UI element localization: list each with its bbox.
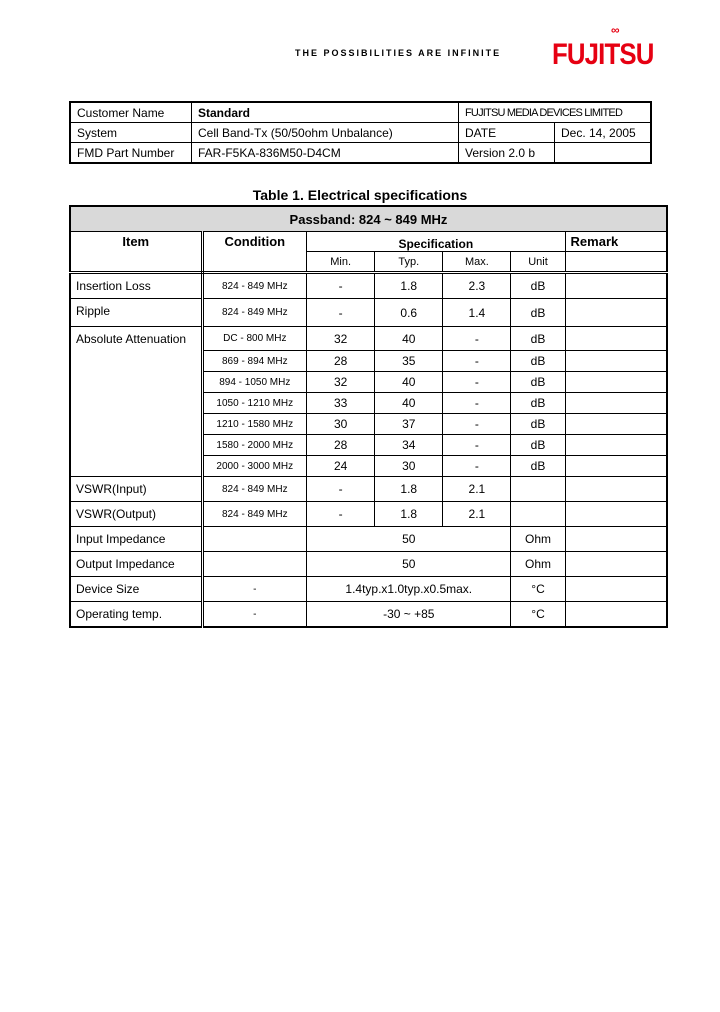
passband-header: Passband: 824 ~ 849 MHz xyxy=(70,206,667,232)
company-name: FUJITSU MEDIA DEVICES LIMITED xyxy=(459,102,652,123)
cell-unit: dB xyxy=(511,351,565,372)
cell-unit: dB xyxy=(511,299,565,327)
table-row xyxy=(70,552,667,577)
empty-cell xyxy=(555,143,652,164)
cell-typ: 34 xyxy=(375,435,443,456)
cell-typ: 35 xyxy=(375,351,443,372)
cell-condition: 894 - 1050 MHz xyxy=(202,372,307,393)
cell-item: Device Size xyxy=(70,577,202,602)
tagline: THE POSSIBILITIES ARE INFINITE xyxy=(295,48,502,58)
cell-value: 1.4typ.x1.0typ.x0.5max. xyxy=(307,577,511,602)
system-label: System xyxy=(70,123,192,143)
cell-unit: Ohm xyxy=(511,527,565,552)
cell-remark xyxy=(565,435,667,456)
cell-remark xyxy=(565,351,667,372)
cell-typ: 1.8 xyxy=(375,273,443,299)
cell-condition: 869 - 894 MHz xyxy=(202,351,307,372)
spec-table xyxy=(69,205,668,628)
cell-min: 28 xyxy=(307,435,375,456)
table-row xyxy=(70,327,667,351)
cell-max: - xyxy=(443,327,511,351)
info-table xyxy=(69,101,652,164)
cell-max: 2.3 xyxy=(443,273,511,299)
cell-item: Insertion Loss xyxy=(70,273,202,299)
cell-value: 50 xyxy=(307,552,511,577)
cell-typ: 30 xyxy=(375,456,443,477)
cell-item: Operating temp. xyxy=(70,602,202,628)
table-row xyxy=(70,273,667,299)
table-row xyxy=(70,527,667,552)
cell-typ: 1.8 xyxy=(375,477,443,502)
cell-typ: 40 xyxy=(375,327,443,351)
cell-remark xyxy=(565,299,667,327)
cell-max: 1.4 xyxy=(443,299,511,327)
cell-typ: 0.6 xyxy=(375,299,443,327)
cell-min: 32 xyxy=(307,327,375,351)
cell-condition: 824 - 849 MHz xyxy=(202,502,307,527)
cell-item: Ripple xyxy=(70,299,202,327)
cell-unit xyxy=(511,477,565,502)
cell-unit xyxy=(511,502,565,527)
cell-condition: 1210 - 1580 MHz xyxy=(202,414,307,435)
cell-value: -30 ~ +85 xyxy=(307,602,511,628)
cell-condition xyxy=(202,552,307,577)
cell-item: Absolute Attenuation xyxy=(70,327,202,477)
header-remark: Remark xyxy=(565,232,667,252)
cell-remark xyxy=(565,602,667,628)
table-row xyxy=(70,502,667,527)
header-typ: Typ. xyxy=(375,252,443,273)
cell-remark xyxy=(565,273,667,299)
cell-remark xyxy=(565,393,667,414)
cell-min: 33 xyxy=(307,393,375,414)
cell-unit: dB xyxy=(511,435,565,456)
cell-remark xyxy=(565,327,667,351)
part-value: FAR-F5KA-836M50-D4CM xyxy=(192,143,459,164)
cell-max: - xyxy=(443,351,511,372)
header-item: Item xyxy=(70,232,202,273)
cell-condition: 824 - 849 MHz xyxy=(202,273,307,299)
table-title: Table 1. Electrical specifications xyxy=(252,187,468,203)
header-max: Max. xyxy=(443,252,511,273)
cell-remark xyxy=(565,577,667,602)
cell-min: 32 xyxy=(307,372,375,393)
header-condition: Condition xyxy=(202,232,307,273)
cell-item: VSWR(Input) xyxy=(70,477,202,502)
table-row xyxy=(70,577,667,602)
cell-condition xyxy=(202,527,307,552)
header-min: Min. xyxy=(307,252,375,273)
cell-max: - xyxy=(443,393,511,414)
cell-max: 2.1 xyxy=(443,477,511,502)
cell-unit: dB xyxy=(511,327,565,351)
cell-remark xyxy=(565,527,667,552)
cell-min: 28 xyxy=(307,351,375,372)
cell-remark xyxy=(565,456,667,477)
cell-typ: 40 xyxy=(375,372,443,393)
cell-unit: °C xyxy=(511,602,565,628)
cell-typ: 1.8 xyxy=(375,502,443,527)
table-row xyxy=(70,602,667,628)
customer-value: Standard xyxy=(192,102,459,123)
cell-min: 30 xyxy=(307,414,375,435)
cell-condition: 1050 - 1210 MHz xyxy=(202,393,307,414)
cell-max: - xyxy=(443,372,511,393)
cell-unit: dB xyxy=(511,414,565,435)
cell-unit: dB xyxy=(511,372,565,393)
header-unit: Unit xyxy=(511,252,565,273)
cell-remark xyxy=(565,552,667,577)
cell-min: 24 xyxy=(307,456,375,477)
fujitsu-logo: FUJITSU xyxy=(552,38,654,71)
cell-condition: 1580 - 2000 MHz xyxy=(202,435,307,456)
part-label: FMD Part Number xyxy=(70,143,192,164)
cell-condition: 2000 - 3000 MHz xyxy=(202,456,307,477)
cell-max: - xyxy=(443,456,511,477)
cell-min: - xyxy=(307,299,375,327)
cell-remark xyxy=(565,477,667,502)
cell-item: Input Impedance xyxy=(70,527,202,552)
cell-condition: - xyxy=(202,602,307,628)
system-value: Cell Band-Tx (50/50ohm Unbalance) xyxy=(192,123,459,143)
cell-item: Output Impedance xyxy=(70,552,202,577)
cell-max: - xyxy=(443,414,511,435)
cell-unit: Ohm xyxy=(511,552,565,577)
cell-condition: - xyxy=(202,577,307,602)
cell-typ: 37 xyxy=(375,414,443,435)
cell-typ: 40 xyxy=(375,393,443,414)
cell-value: 50 xyxy=(307,527,511,552)
cell-condition: 824 - 849 MHz xyxy=(202,477,307,502)
infinity-icon: ∞ xyxy=(611,23,620,37)
cell-max: - xyxy=(443,435,511,456)
cell-min: - xyxy=(307,502,375,527)
header-remark-blank xyxy=(565,252,667,273)
cell-remark xyxy=(565,372,667,393)
cell-condition: 824 - 849 MHz xyxy=(202,299,307,327)
cell-unit: °C xyxy=(511,577,565,602)
cell-unit: dB xyxy=(511,273,565,299)
cell-item: VSWR(Output) xyxy=(70,502,202,527)
cell-remark xyxy=(565,414,667,435)
cell-condition: DC - 800 MHz xyxy=(202,327,307,351)
date-label: DATE xyxy=(459,123,555,143)
cell-remark xyxy=(565,502,667,527)
version: Version 2.0 b xyxy=(459,143,555,164)
cell-min: - xyxy=(307,477,375,502)
cell-min: - xyxy=(307,273,375,299)
table-row xyxy=(70,299,667,327)
cell-unit: dB xyxy=(511,456,565,477)
date-value: Dec. 14, 2005 xyxy=(555,123,652,143)
cell-max: 2.1 xyxy=(443,502,511,527)
header-specification: Specification xyxy=(307,232,565,252)
table-row xyxy=(70,477,667,502)
customer-label: Customer Name xyxy=(70,102,192,123)
cell-unit: dB xyxy=(511,393,565,414)
